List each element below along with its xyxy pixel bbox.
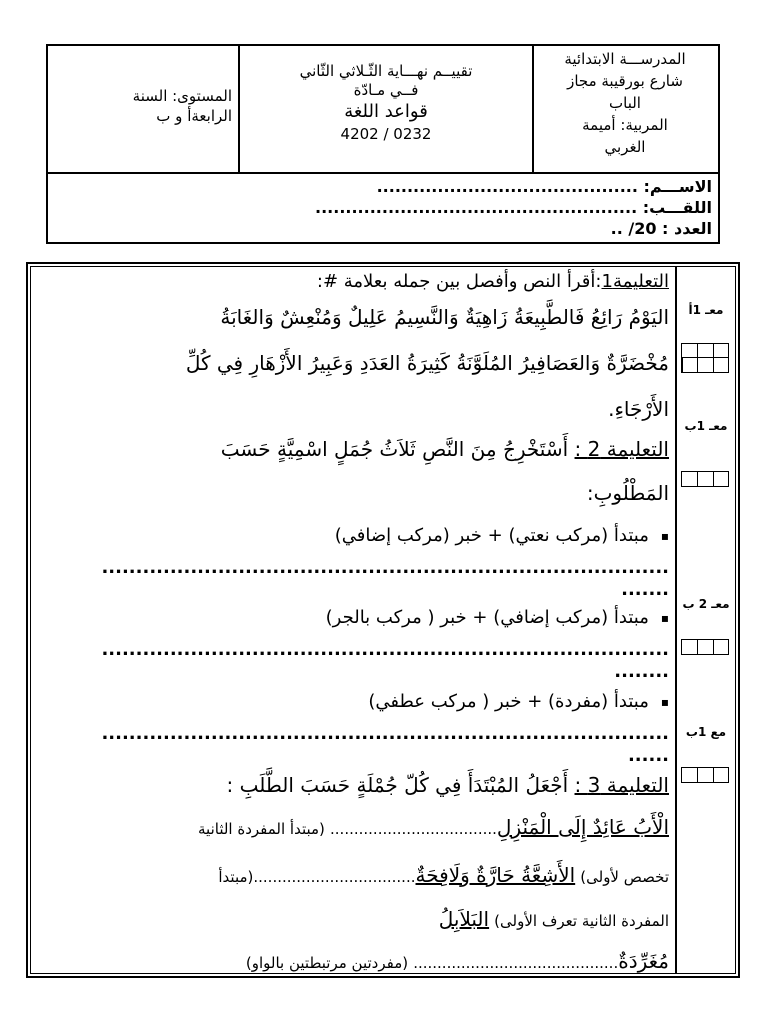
evaluation-subtitle: فــي مـادّة: [353, 81, 419, 99]
level-line1: المستوى: السنة: [132, 87, 232, 105]
exercise-content: [31, 267, 675, 973]
answer-line-3b[interactable]: ......: [627, 745, 669, 766]
exercise3-line2-sentence: الأَشِعَّةُ حَارَّةٌ وَلَافِحَةٌ: [415, 863, 576, 887]
criterion-grid-3[interactable]: [681, 639, 729, 655]
criterion-label-1: معـ 1أ: [688, 303, 724, 317]
subject-title: قواعد اللغة: [344, 101, 428, 122]
exercise3-line2: [39, 857, 669, 894]
exercise2-instruction: [39, 431, 669, 467]
teacher-line1: المربية: أميمة: [582, 116, 668, 134]
exercise3-instruction: [39, 767, 669, 803]
header-table: [46, 44, 720, 244]
answer-line-3[interactable]: ...................................................................................: [101, 723, 669, 744]
criteria-column: [675, 267, 735, 973]
name-label: الاســـم:: [643, 177, 712, 196]
passage-line1: اليَوْمُ رَائِعُ فَالطَّبِيعَةُ زَاهِيَةٌ وَالنَّسِيمُ عَلِيلٌ وَمُنْعِشٌ وَالغَابَةُ: [220, 305, 669, 329]
exercise2-item1-text: مبتدأ (مركب نعتي) + خبر (مركب إضافي): [334, 525, 649, 546]
exercise2-item3: [39, 687, 669, 717]
surname-label: اللقـــب:: [642, 198, 712, 217]
exercise3-line4: [39, 943, 669, 979]
exercise2-label: التعليمة 2 :: [574, 437, 669, 461]
school-name-line1: المدرســـة الابتدائية: [564, 50, 686, 68]
exercise2-text: أَسْتَخْرِجُ مِنَ النَّصِ ثَلاَثُ جُمَلٍ اسْمِيَّةٍ حَسَبَ: [220, 437, 569, 461]
exercise3-line3-hint: المفردة الثانية تعرف الأولى): [494, 912, 669, 930]
exercise3-line3-sentence: البَلاَبِلُ: [438, 907, 490, 931]
exercise2-text-cont: المَطْلُوبِ:: [586, 481, 669, 505]
passage-line3: الأَرْجَاءِ.: [608, 397, 669, 421]
answer-line-1b[interactable]: .......: [621, 579, 669, 600]
passage-line2: مُخْضَرَّةٌ وَالعَصَافِيرُ المُلَوَّنَةُ كَثِيرَةُ العَدَدِ وَعَبِيرُ الأَزْهَارِ فِي كُلِّ: [185, 351, 669, 375]
subject-cell: [238, 46, 532, 172]
criterion-label-4: مع 1ب: [685, 725, 727, 739]
level-line2: الرابعةأ و ب: [156, 107, 232, 125]
name-field[interactable]: ...........................................: [376, 177, 638, 196]
exercise2-item2-text: مبتدأ (مركب إضافي) + خبر ( مركب بالجر): [325, 607, 649, 628]
teacher-line2: الغربي: [604, 138, 646, 156]
exercise-box: [26, 262, 740, 978]
school-year: 4202 / 0232: [340, 125, 432, 143]
exercise3-text: أَجْعَلُ المُبْتَدَأَ فِي كُلّ جُمْلَةٍ حَسَبَ الطَّلَبِ :: [226, 773, 569, 797]
surname-field[interactable]: .....................................................: [315, 198, 638, 217]
exercise3-line2-hint-b: (مبتدأ: [218, 868, 254, 886]
exercise3-label: التعليمة 3 :: [574, 773, 669, 797]
school-cell: [532, 46, 718, 172]
exercise1-label: التعليمة1: [601, 271, 669, 292]
criterion-grid-2[interactable]: [681, 471, 729, 487]
evaluation-title: تقييــم نهـــاية الثّـلاثي الثّاني: [299, 62, 473, 80]
criterion-label-2: معـ 1ب: [684, 419, 728, 433]
exercise2-item2: [39, 603, 669, 633]
answer-line-2[interactable]: ...................................................................................: [101, 639, 669, 660]
criterion-grid-4[interactable]: [681, 767, 729, 783]
answer-line-1[interactable]: ...................................................................................: [101, 557, 669, 578]
exercise2-item3-text: مبتدأ (مفردة) + خبر ( مركب عطفي): [368, 691, 649, 712]
exercise3-line1-hint: (مبتدأ المفردة الثانية: [198, 820, 325, 838]
exercise3-line4-answer[interactable]: ...........................................: [413, 954, 619, 972]
exercise3-line1-sentence: الْأَبُ عَائِدٌ إِلَى الْمَنْزِلِ: [496, 815, 669, 839]
exercise1-instruction: [39, 267, 669, 297]
criterion-label-3: معـ 2 ب: [682, 597, 730, 611]
exercise3-line4-sentence: مُغَرِّدَةٌ: [618, 949, 669, 973]
header-top-row: [48, 46, 718, 174]
answer-line-2b[interactable]: ........: [614, 661, 669, 682]
score-label: العدد : 20/ ..: [610, 219, 712, 238]
exercise3-line2-answer[interactable]: ..................................: [253, 868, 416, 886]
exercise2-item1: [39, 521, 669, 551]
exercise3-line4-hint: (مفردتين مرتبطتين بالواو): [245, 954, 409, 972]
school-name-line2: شارع بورقيبة مجاز: [567, 72, 683, 90]
exercise3-line3: [39, 901, 669, 938]
exercise1-text: :أقرأ النص وأفصل بين جمله بعلامة #:: [316, 271, 602, 292]
exercise3-line1-answer[interactable]: ...................................: [330, 820, 497, 838]
criterion-grid-1[interactable]: [681, 343, 729, 373]
level-cell: [48, 46, 240, 172]
student-info: [48, 174, 718, 242]
exercise3-line1: [39, 809, 669, 846]
exercise3-line2-hint-a: تخصص لأولى): [580, 868, 669, 886]
school-name-line3: الباب: [609, 94, 641, 112]
